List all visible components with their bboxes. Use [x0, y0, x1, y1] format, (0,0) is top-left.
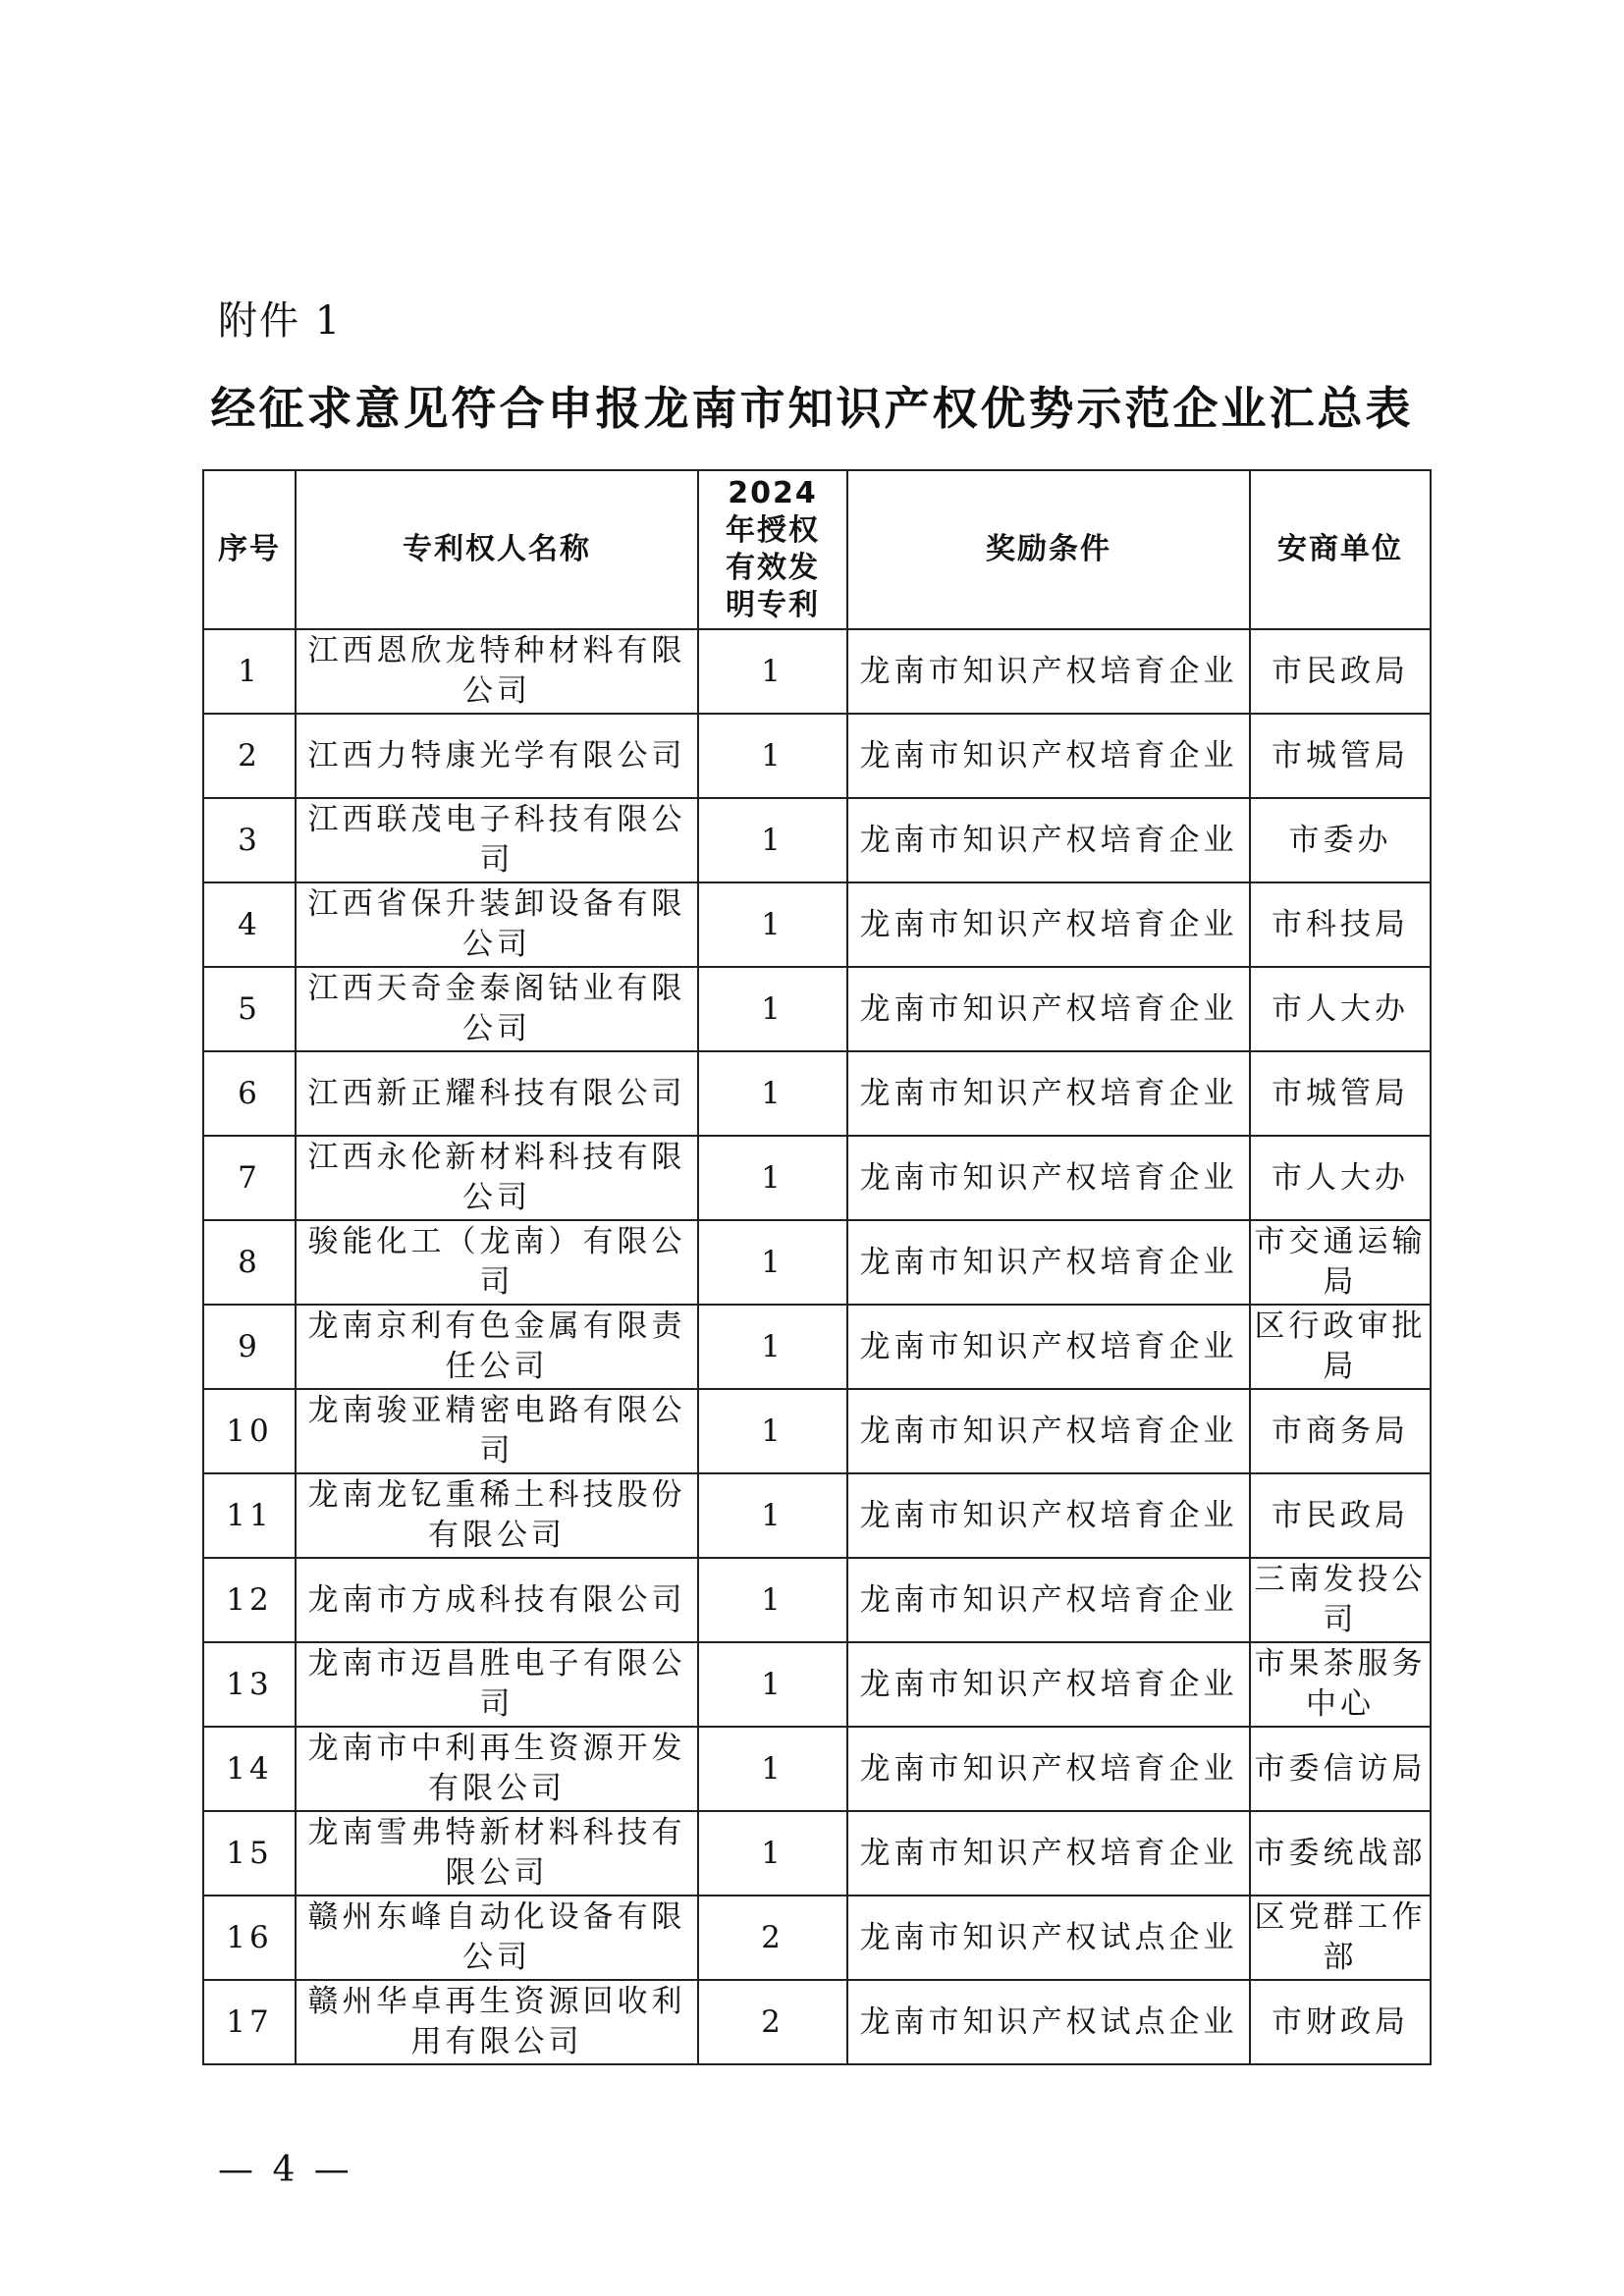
header-patentee: 专利权人名称: [296, 470, 698, 629]
table-row: [203, 1980, 1431, 2064]
cell-condition: 龙南市知识产权培育企业: [847, 1727, 1250, 1811]
table-row: [203, 1051, 1431, 1136]
cell-unit: 市城管局: [1250, 1051, 1431, 1136]
cell-condition: 龙南市知识产权培育企业: [847, 1473, 1250, 1558]
cell-patents: 1: [698, 967, 847, 1051]
cell-index: 3: [203, 798, 296, 882]
page-number: — 4 —: [218, 2150, 353, 2190]
cell-patentee: 江西恩欣龙特种材料有限公司: [296, 629, 698, 714]
cell-patents: 1: [698, 714, 847, 798]
cell-patentee: 江西永伦新材料科技有限公司: [296, 1136, 698, 1220]
cell-unit: 市委办: [1250, 798, 1431, 882]
header-patents-2024: 2024年授权有效发明专利: [698, 470, 847, 629]
cell-index: 16: [203, 1896, 296, 1980]
header-award-condition: 奖励条件: [847, 470, 1250, 629]
cell-condition: 龙南市知识产权培育企业: [847, 1642, 1250, 1727]
cell-condition: 龙南市知识产权培育企业: [847, 882, 1250, 967]
cell-unit: 三南发投公司: [1250, 1558, 1431, 1642]
cell-index: 9: [203, 1305, 296, 1389]
header-anshang-unit: 安商单位: [1250, 470, 1431, 629]
table-row: [203, 967, 1431, 1051]
cell-patentee: 江西省保升装卸设备有限公司: [296, 882, 698, 967]
summary-table: [202, 469, 1432, 2065]
cell-index: 14: [203, 1727, 296, 1811]
table-row: [203, 882, 1431, 967]
cell-index: 5: [203, 967, 296, 1051]
cell-index: 8: [203, 1220, 296, 1305]
cell-unit: 市财政局: [1250, 1980, 1431, 2064]
cell-condition: 龙南市知识产权培育企业: [847, 798, 1250, 882]
cell-condition: 龙南市知识产权培育企业: [847, 1051, 1250, 1136]
cell-unit: 区行政审批局: [1250, 1305, 1431, 1389]
table-row: [203, 1305, 1431, 1389]
table-row: [203, 1136, 1431, 1220]
cell-patents: 1: [698, 1473, 847, 1558]
cell-patents: 1: [698, 629, 847, 714]
cell-patents: 1: [698, 882, 847, 967]
cell-unit: 市民政局: [1250, 1473, 1431, 1558]
table-row: [203, 1220, 1431, 1305]
cell-condition: 龙南市知识产权试点企业: [847, 1980, 1250, 2064]
cell-patents: 1: [698, 1136, 847, 1220]
table-row: [203, 1811, 1431, 1896]
cell-patentee: 龙南雪弗特新材料科技有限公司: [296, 1811, 698, 1896]
table-row: [203, 1896, 1431, 1980]
cell-patentee: 赣州华卓再生资源回收利用有限公司: [296, 1980, 698, 2064]
cell-unit: 市民政局: [1250, 629, 1431, 714]
cell-condition: 龙南市知识产权培育企业: [847, 629, 1250, 714]
cell-index: 2: [203, 714, 296, 798]
table-body: [203, 629, 1431, 2064]
cell-index: 6: [203, 1051, 296, 1136]
cell-condition: 龙南市知识产权培育企业: [847, 714, 1250, 798]
cell-patentee: 龙南龙钇重稀土科技股份有限公司: [296, 1473, 698, 1558]
cell-patents: 1: [698, 798, 847, 882]
cell-patentee: 赣州东峰自动化设备有限公司: [296, 1896, 698, 1980]
cell-patents: 1: [698, 1389, 847, 1473]
cell-unit: 市人大办: [1250, 967, 1431, 1051]
cell-unit: 市委信访局: [1250, 1727, 1431, 1811]
cell-condition: 龙南市知识产权试点企业: [847, 1896, 1250, 1980]
cell-unit: 市果茶服务中心: [1250, 1642, 1431, 1727]
cell-patentee: 龙南市中利再生资源开发有限公司: [296, 1727, 698, 1811]
cell-index: 4: [203, 882, 296, 967]
cell-patentee: 江西力特康光学有限公司: [296, 714, 698, 798]
table-row: [203, 629, 1431, 714]
table-row: [203, 1642, 1431, 1727]
cell-patentee: 江西联茂电子科技有限公司: [296, 798, 698, 882]
cell-condition: 龙南市知识产权培育企业: [847, 1220, 1250, 1305]
cell-patents: 1: [698, 1558, 847, 1642]
cell-patents: 1: [698, 1727, 847, 1811]
attachment-label: 附件 1: [218, 298, 343, 344]
cell-patentee: 龙南京利有色金属有限责任公司: [296, 1305, 698, 1389]
cell-patentee: 龙南骏亚精密电路有限公司: [296, 1389, 698, 1473]
cell-index: 1: [203, 629, 296, 714]
cell-unit: 市委统战部: [1250, 1811, 1431, 1896]
cell-patents: 1: [698, 1305, 847, 1389]
cell-index: 10: [203, 1389, 296, 1473]
cell-patentee: 龙南市迈昌胜电子有限公司: [296, 1642, 698, 1727]
cell-unit: 区党群工作部: [1250, 1896, 1431, 1980]
cell-patentee: 江西天奇金泰阁钴业有限公司: [296, 967, 698, 1051]
cell-patentee: 骏能化工（龙南）有限公司: [296, 1220, 698, 1305]
cell-condition: 龙南市知识产权培育企业: [847, 967, 1250, 1051]
cell-patents: 2: [698, 1980, 847, 2064]
cell-index: 15: [203, 1811, 296, 1896]
cell-index: 12: [203, 1558, 296, 1642]
header-index: 序号: [203, 470, 296, 629]
cell-patents: 1: [698, 1220, 847, 1305]
cell-condition: 龙南市知识产权培育企业: [847, 1305, 1250, 1389]
document-title: 经征求意见符合申报龙南市知识产权优势示范企业汇总表: [210, 382, 1414, 435]
cell-unit: 市交通运输局: [1250, 1220, 1431, 1305]
cell-patents: 1: [698, 1642, 847, 1727]
cell-unit: 市城管局: [1250, 714, 1431, 798]
cell-index: 13: [203, 1642, 296, 1727]
cell-patentee: 龙南市方成科技有限公司: [296, 1558, 698, 1642]
cell-unit: 市科技局: [1250, 882, 1431, 967]
table-header-row: [203, 470, 1431, 629]
cell-patents: 2: [698, 1896, 847, 1980]
cell-index: 7: [203, 1136, 296, 1220]
cell-index: 17: [203, 1980, 296, 2064]
cell-condition: 龙南市知识产权培育企业: [847, 1136, 1250, 1220]
cell-unit: 市商务局: [1250, 1389, 1431, 1473]
cell-condition: 龙南市知识产权培育企业: [847, 1811, 1250, 1896]
cell-patentee: 江西新正耀科技有限公司: [296, 1051, 698, 1136]
cell-condition: 龙南市知识产权培育企业: [847, 1558, 1250, 1642]
cell-patents: 1: [698, 1051, 847, 1136]
table-row: [203, 1558, 1431, 1642]
cell-patents: 1: [698, 1811, 847, 1896]
table-row: [203, 714, 1431, 798]
table-row: [203, 798, 1431, 882]
table-row: [203, 1473, 1431, 1558]
cell-condition: 龙南市知识产权培育企业: [847, 1389, 1250, 1473]
cell-unit: 市人大办: [1250, 1136, 1431, 1220]
cell-index: 11: [203, 1473, 296, 1558]
table-row: [203, 1389, 1431, 1473]
table-row: [203, 1727, 1431, 1811]
